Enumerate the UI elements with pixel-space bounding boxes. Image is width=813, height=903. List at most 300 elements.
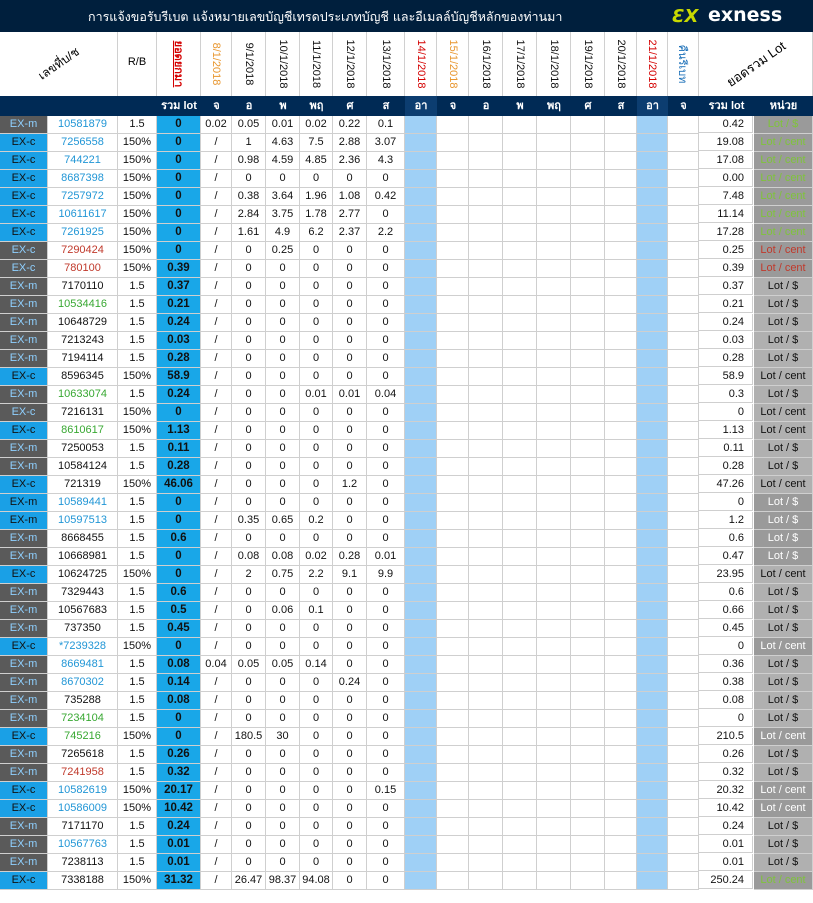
daily-lot[interactable] xyxy=(571,602,605,620)
daily-lot[interactable] xyxy=(503,836,537,854)
account-type[interactable]: EX-c xyxy=(0,728,48,746)
daily-lot[interactable] xyxy=(503,278,537,296)
daily-lot[interactable]: / xyxy=(201,602,232,620)
daily-lot[interactable]: 0 xyxy=(232,440,266,458)
daily-lot[interactable] xyxy=(537,314,571,332)
daily-lot[interactable] xyxy=(637,494,668,512)
account-number[interactable]: 10584124 xyxy=(48,458,118,476)
daily-lot[interactable]: 0 xyxy=(333,296,367,314)
daily-lot[interactable] xyxy=(437,710,469,728)
daily-lot[interactable]: 7.5 xyxy=(300,134,333,152)
balance-lot[interactable]: 31.32 xyxy=(157,872,201,890)
daily-lot[interactable] xyxy=(605,710,637,728)
daily-lot[interactable] xyxy=(537,854,571,872)
sum-lot[interactable]: 0.47 xyxy=(699,548,753,565)
daily-lot[interactable] xyxy=(469,584,503,602)
daily-lot[interactable] xyxy=(637,404,668,422)
daily-lot[interactable] xyxy=(637,800,668,818)
daily-lot[interactable] xyxy=(571,692,605,710)
daily-lot[interactable] xyxy=(571,476,605,494)
daily-lot[interactable] xyxy=(605,368,637,386)
account-type[interactable]: EX-m xyxy=(0,818,48,836)
daily-lot[interactable] xyxy=(437,224,469,242)
account-type[interactable]: EX-m xyxy=(0,440,48,458)
header-date[interactable] xyxy=(437,32,469,96)
balance-lot[interactable]: 0.01 xyxy=(157,854,201,872)
sum-lot[interactable]: 0.03 xyxy=(699,332,753,349)
daily-lot[interactable] xyxy=(571,116,605,134)
daily-lot[interactable]: 0 xyxy=(300,170,333,188)
daily-lot[interactable] xyxy=(571,170,605,188)
daily-lot[interactable]: / xyxy=(201,134,232,152)
daily-lot[interactable]: 0.08 xyxy=(232,548,266,566)
sum-lot[interactable]: 0.28 xyxy=(699,350,753,367)
daily-lot[interactable]: 0 xyxy=(232,602,266,620)
daily-lot[interactable] xyxy=(469,440,503,458)
daily-lot[interactable] xyxy=(437,242,469,260)
account-number[interactable]: 8669481 xyxy=(48,656,118,674)
daily-lot[interactable]: 0 xyxy=(367,764,405,782)
daily-lot[interactable] xyxy=(469,458,503,476)
balance-lot[interactable]: 0 xyxy=(157,152,201,170)
daily-lot[interactable] xyxy=(571,350,605,368)
balance-lot[interactable]: 0.08 xyxy=(157,656,201,674)
daily-lot[interactable]: 0 xyxy=(266,818,300,836)
daily-lot[interactable]: 0 xyxy=(266,638,300,656)
daily-lot[interactable]: 0 xyxy=(333,530,367,548)
account-type[interactable]: EX-c xyxy=(0,134,48,152)
sum-lot[interactable]: 0.00 xyxy=(699,170,753,187)
daily-lot[interactable] xyxy=(469,368,503,386)
daily-lot[interactable] xyxy=(405,674,437,692)
daily-lot[interactable]: 0 xyxy=(367,476,405,494)
daily-lot[interactable] xyxy=(637,152,668,170)
account-number[interactable]: *7239328 xyxy=(48,638,118,656)
daily-lot[interactable] xyxy=(605,476,637,494)
daily-lot[interactable] xyxy=(605,332,637,350)
daily-lot[interactable] xyxy=(469,512,503,530)
daily-lot[interactable]: / xyxy=(201,746,232,764)
daily-lot[interactable]: 0 xyxy=(232,314,266,332)
daily-lot[interactable]: 1.96 xyxy=(300,188,333,206)
balance-lot[interactable]: 0.6 xyxy=(157,584,201,602)
daily-lot[interactable] xyxy=(437,332,469,350)
daily-lot[interactable]: 3.07 xyxy=(367,134,405,152)
account-type[interactable]: EX-m xyxy=(0,494,48,512)
daily-lot[interactable]: 0 xyxy=(300,818,333,836)
daily-lot[interactable]: 0 xyxy=(266,710,300,728)
daily-lot[interactable] xyxy=(605,764,637,782)
daily-lot[interactable]: / xyxy=(201,728,232,746)
daily-lot[interactable] xyxy=(437,458,469,476)
daily-lot[interactable]: 0 xyxy=(232,854,266,872)
daily-lot[interactable] xyxy=(405,116,437,134)
balance-lot[interactable]: 0.24 xyxy=(157,386,201,404)
daily-lot[interactable]: 26.47 xyxy=(232,872,266,890)
sum-lot[interactable]: 0.08 xyxy=(699,692,753,709)
daily-lot[interactable]: 0.1 xyxy=(367,116,405,134)
sum-lot[interactable]: 0.45 xyxy=(699,620,753,637)
daily-lot[interactable] xyxy=(437,152,469,170)
daily-lot[interactable]: 0 xyxy=(367,872,405,890)
daily-lot[interactable] xyxy=(405,692,437,710)
daily-lot[interactable] xyxy=(571,260,605,278)
daily-lot[interactable] xyxy=(668,566,699,584)
daily-lot[interactable] xyxy=(537,530,571,548)
daily-lot[interactable]: 0 xyxy=(266,458,300,476)
daily-lot[interactable]: 0 xyxy=(333,440,367,458)
daily-lot[interactable] xyxy=(503,566,537,584)
sum-lot[interactable]: 58.9 xyxy=(699,368,753,385)
daily-lot[interactable] xyxy=(571,152,605,170)
balance-lot[interactable]: 0.21 xyxy=(157,296,201,314)
balance-lot[interactable]: 0 xyxy=(157,566,201,584)
daily-lot[interactable] xyxy=(637,206,668,224)
daily-lot[interactable] xyxy=(503,674,537,692)
header-rb[interactable] xyxy=(118,32,157,96)
daily-lot[interactable] xyxy=(605,620,637,638)
daily-lot[interactable]: 0.1 xyxy=(300,602,333,620)
daily-lot[interactable] xyxy=(437,494,469,512)
account-type[interactable]: EX-m xyxy=(0,458,48,476)
account-type[interactable]: EX-m xyxy=(0,512,48,530)
daily-lot[interactable]: 1.2 xyxy=(333,476,367,494)
daily-lot[interactable]: 0 xyxy=(232,476,266,494)
daily-lot[interactable] xyxy=(437,800,469,818)
daily-lot[interactable] xyxy=(668,818,699,836)
balance-lot[interactable]: 0 xyxy=(157,242,201,260)
daily-lot[interactable] xyxy=(469,188,503,206)
daily-lot[interactable] xyxy=(437,566,469,584)
daily-lot[interactable] xyxy=(637,638,668,656)
balance-lot[interactable]: 0.24 xyxy=(157,818,201,836)
daily-lot[interactable] xyxy=(637,836,668,854)
header-balance[interactable] xyxy=(157,32,201,96)
daily-lot[interactable]: 2.36 xyxy=(333,152,367,170)
daily-lot[interactable] xyxy=(637,584,668,602)
daily-lot[interactable] xyxy=(668,836,699,854)
daily-lot[interactable]: 0 xyxy=(367,620,405,638)
account-type[interactable]: EX-m xyxy=(0,350,48,368)
daily-lot[interactable]: 0 xyxy=(300,584,333,602)
daily-lot[interactable]: / xyxy=(201,854,232,872)
daily-lot[interactable] xyxy=(668,764,699,782)
daily-lot[interactable] xyxy=(605,800,637,818)
daily-lot[interactable] xyxy=(571,836,605,854)
daily-lot[interactable]: 94.08 xyxy=(300,872,333,890)
daily-lot[interactable]: 0 xyxy=(232,296,266,314)
daily-lot[interactable]: 0 xyxy=(300,314,333,332)
daily-lot[interactable]: 0 xyxy=(300,350,333,368)
daily-lot[interactable] xyxy=(571,530,605,548)
balance-lot[interactable]: 0.24 xyxy=(157,314,201,332)
daily-lot[interactable] xyxy=(571,332,605,350)
daily-lot[interactable] xyxy=(405,512,437,530)
daily-lot[interactable] xyxy=(405,314,437,332)
daily-lot[interactable] xyxy=(503,206,537,224)
daily-lot[interactable] xyxy=(605,260,637,278)
account-number[interactable]: 7290424 xyxy=(48,242,118,260)
account-number[interactable]: 10611617 xyxy=(48,206,118,224)
daily-lot[interactable] xyxy=(469,134,503,152)
daily-lot[interactable] xyxy=(668,782,699,800)
daily-lot[interactable] xyxy=(503,638,537,656)
account-number[interactable]: 10633074 xyxy=(48,386,118,404)
daily-lot[interactable] xyxy=(637,854,668,872)
daily-lot[interactable]: 0 xyxy=(333,458,367,476)
daily-lot[interactable]: 0 xyxy=(333,854,367,872)
daily-lot[interactable]: 0 xyxy=(333,314,367,332)
daily-lot[interactable]: 0 xyxy=(300,332,333,350)
daily-lot[interactable] xyxy=(668,404,699,422)
daily-lot[interactable] xyxy=(437,836,469,854)
daily-lot[interactable] xyxy=(503,602,537,620)
account-number[interactable]: 10668981 xyxy=(48,548,118,566)
daily-lot[interactable]: 0 xyxy=(333,404,367,422)
balance-lot[interactable]: 0 xyxy=(157,224,201,242)
daily-lot[interactable]: 0 xyxy=(367,170,405,188)
daily-lot[interactable]: 4.63 xyxy=(266,134,300,152)
account-type[interactable]: EX-m xyxy=(0,314,48,332)
daily-lot[interactable] xyxy=(503,710,537,728)
daily-lot[interactable] xyxy=(469,530,503,548)
daily-lot[interactable]: / xyxy=(201,800,232,818)
daily-lot[interactable]: 0 xyxy=(367,206,405,224)
account-type[interactable]: EX-c xyxy=(0,800,48,818)
account-number[interactable]: 7257972 xyxy=(48,188,118,206)
sum-lot[interactable]: 0.32 xyxy=(699,764,753,781)
daily-lot[interactable]: 1.61 xyxy=(232,224,266,242)
daily-lot[interactable]: 0 xyxy=(333,764,367,782)
sum-lot[interactable]: 0.24 xyxy=(699,314,753,331)
balance-lot[interactable]: 20.17 xyxy=(157,782,201,800)
daily-lot[interactable] xyxy=(571,206,605,224)
daily-lot[interactable] xyxy=(571,224,605,242)
daily-lot[interactable] xyxy=(637,386,668,404)
header-payout[interactable] xyxy=(668,32,699,96)
daily-lot[interactable] xyxy=(437,764,469,782)
daily-lot[interactable] xyxy=(405,206,437,224)
daily-lot[interactable] xyxy=(537,260,571,278)
balance-lot[interactable]: 0.32 xyxy=(157,764,201,782)
sum-lot[interactable]: 0.37 xyxy=(699,278,753,295)
daily-lot[interactable] xyxy=(668,602,699,620)
daily-lot[interactable] xyxy=(637,692,668,710)
balance-lot[interactable]: 0 xyxy=(157,404,201,422)
daily-lot[interactable]: 0 xyxy=(367,728,405,746)
account-type[interactable]: EX-c xyxy=(0,368,48,386)
daily-lot[interactable]: 0 xyxy=(232,746,266,764)
daily-lot[interactable]: / xyxy=(201,404,232,422)
daily-lot[interactable]: / xyxy=(201,692,232,710)
account-number[interactable]: 7250053 xyxy=(48,440,118,458)
sum-lot[interactable]: 20.32 xyxy=(699,782,753,799)
daily-lot[interactable] xyxy=(405,134,437,152)
daily-lot[interactable] xyxy=(637,260,668,278)
daily-lot[interactable]: / xyxy=(201,188,232,206)
account-number[interactable]: 7241958 xyxy=(48,764,118,782)
balance-lot[interactable]: 0.03 xyxy=(157,332,201,350)
daily-lot[interactable] xyxy=(437,476,469,494)
daily-lot[interactable] xyxy=(668,458,699,476)
header-date[interactable] xyxy=(201,32,232,96)
sum-lot[interactable]: 0.66 xyxy=(699,602,753,619)
sum-lot[interactable]: 0.25 xyxy=(699,242,753,259)
daily-lot[interactable] xyxy=(668,224,699,242)
daily-lot[interactable]: 0 xyxy=(232,782,266,800)
balance-lot[interactable]: 0.11 xyxy=(157,440,201,458)
account-number[interactable]: 8596345 xyxy=(48,368,118,386)
header-date[interactable] xyxy=(367,32,405,96)
daily-lot[interactable] xyxy=(637,602,668,620)
daily-lot[interactable]: 0 xyxy=(333,170,367,188)
daily-lot[interactable]: 0.05 xyxy=(266,656,300,674)
daily-lot[interactable] xyxy=(469,278,503,296)
daily-lot[interactable] xyxy=(668,170,699,188)
account-number[interactable]: 8668455 xyxy=(48,530,118,548)
daily-lot[interactable] xyxy=(637,476,668,494)
daily-lot[interactable] xyxy=(469,314,503,332)
daily-lot[interactable] xyxy=(605,854,637,872)
daily-lot[interactable]: 4.59 xyxy=(266,152,300,170)
account-type[interactable]: EX-c xyxy=(0,782,48,800)
daily-lot[interactable] xyxy=(637,746,668,764)
daily-lot[interactable] xyxy=(668,656,699,674)
daily-lot[interactable]: 4.9 xyxy=(266,224,300,242)
daily-lot[interactable]: 0 xyxy=(300,764,333,782)
daily-lot[interactable]: 0 xyxy=(232,620,266,638)
sum-lot[interactable]: 0 xyxy=(699,638,753,655)
daily-lot[interactable]: 0 xyxy=(266,422,300,440)
daily-lot[interactable] xyxy=(503,170,537,188)
daily-lot[interactable]: 0 xyxy=(232,332,266,350)
daily-lot[interactable] xyxy=(571,584,605,602)
daily-lot[interactable] xyxy=(537,512,571,530)
daily-lot[interactable]: 0 xyxy=(367,746,405,764)
daily-lot[interactable]: 0 xyxy=(333,692,367,710)
daily-lot[interactable] xyxy=(668,188,699,206)
account-type[interactable]: EX-m xyxy=(0,674,48,692)
daily-lot[interactable]: / xyxy=(201,368,232,386)
daily-lot[interactable] xyxy=(571,746,605,764)
daily-lot[interactable] xyxy=(637,566,668,584)
daily-lot[interactable] xyxy=(637,440,668,458)
daily-lot[interactable] xyxy=(437,584,469,602)
daily-lot[interactable]: / xyxy=(201,260,232,278)
sum-lot[interactable]: 17.28 xyxy=(699,224,753,241)
daily-lot[interactable] xyxy=(571,764,605,782)
daily-lot[interactable]: 0.01 xyxy=(300,386,333,404)
account-type[interactable]: EX-m xyxy=(0,656,48,674)
daily-lot[interactable]: 0 xyxy=(300,530,333,548)
balance-lot[interactable]: 0 xyxy=(157,638,201,656)
account-type[interactable]: EX-c xyxy=(0,476,48,494)
sum-lot[interactable]: 17.08 xyxy=(699,152,753,169)
daily-lot[interactable] xyxy=(437,350,469,368)
daily-lot[interactable] xyxy=(537,656,571,674)
daily-lot[interactable] xyxy=(605,656,637,674)
daily-lot[interactable] xyxy=(637,116,668,134)
daily-lot[interactable]: 0 xyxy=(333,332,367,350)
daily-lot[interactable]: 0 xyxy=(333,836,367,854)
daily-lot[interactable] xyxy=(571,854,605,872)
daily-lot[interactable] xyxy=(437,188,469,206)
daily-lot[interactable] xyxy=(537,692,571,710)
daily-lot[interactable]: 0 xyxy=(266,782,300,800)
sum-lot[interactable]: 1.13 xyxy=(699,422,753,439)
daily-lot[interactable] xyxy=(637,620,668,638)
sum-lot[interactable]: 0.6 xyxy=(699,530,753,547)
daily-lot[interactable]: 0 xyxy=(266,260,300,278)
account-number[interactable]: 7216131 xyxy=(48,404,118,422)
daily-lot[interactable]: 0 xyxy=(333,638,367,656)
account-type[interactable]: EX-m xyxy=(0,278,48,296)
account-type[interactable]: EX-c xyxy=(0,224,48,242)
daily-lot[interactable]: 0 xyxy=(266,440,300,458)
daily-lot[interactable]: 0 xyxy=(367,674,405,692)
balance-lot[interactable]: 0.39 xyxy=(157,260,201,278)
header-date[interactable] xyxy=(333,32,367,96)
daily-lot[interactable]: / xyxy=(201,170,232,188)
daily-lot[interactable] xyxy=(605,116,637,134)
daily-lot[interactable] xyxy=(668,134,699,152)
daily-lot[interactable] xyxy=(605,584,637,602)
daily-lot[interactable]: 0 xyxy=(367,494,405,512)
daily-lot[interactable] xyxy=(668,242,699,260)
daily-lot[interactable]: 1 xyxy=(232,134,266,152)
daily-lot[interactable] xyxy=(469,656,503,674)
daily-lot[interactable]: 0 xyxy=(300,746,333,764)
daily-lot[interactable] xyxy=(637,170,668,188)
daily-lot[interactable] xyxy=(537,872,571,890)
daily-lot[interactable]: 0 xyxy=(300,404,333,422)
balance-lot[interactable]: 0 xyxy=(157,170,201,188)
daily-lot[interactable] xyxy=(469,152,503,170)
header-account[interactable] xyxy=(0,32,118,96)
daily-lot[interactable]: 0 xyxy=(232,368,266,386)
daily-lot[interactable] xyxy=(405,764,437,782)
daily-lot[interactable] xyxy=(668,422,699,440)
account-number[interactable]: 10589441 xyxy=(48,494,118,512)
account-number[interactable]: 7170110 xyxy=(48,278,118,296)
daily-lot[interactable]: 0 xyxy=(266,368,300,386)
daily-lot[interactable]: 0 xyxy=(300,836,333,854)
balance-lot[interactable]: 0.14 xyxy=(157,674,201,692)
daily-lot[interactable]: 0 xyxy=(300,854,333,872)
account-number[interactable]: 10567763 xyxy=(48,836,118,854)
daily-lot[interactable] xyxy=(637,872,668,890)
daily-lot[interactable] xyxy=(437,692,469,710)
daily-lot[interactable] xyxy=(637,278,668,296)
daily-lot[interactable] xyxy=(405,224,437,242)
daily-lot[interactable]: 0.75 xyxy=(266,566,300,584)
account-type[interactable]: EX-m xyxy=(0,854,48,872)
daily-lot[interactable] xyxy=(405,332,437,350)
daily-lot[interactable]: 0 xyxy=(232,818,266,836)
account-number[interactable]: 735288 xyxy=(48,692,118,710)
account-number[interactable]: 7265618 xyxy=(48,746,118,764)
daily-lot[interactable] xyxy=(405,800,437,818)
header-date[interactable] xyxy=(405,32,437,96)
daily-lot[interactable] xyxy=(605,872,637,890)
daily-lot[interactable] xyxy=(571,386,605,404)
daily-lot[interactable]: 4.85 xyxy=(300,152,333,170)
daily-lot[interactable] xyxy=(537,386,571,404)
account-number[interactable]: 8687398 xyxy=(48,170,118,188)
account-number[interactable]: 10597513 xyxy=(48,512,118,530)
account-number[interactable]: 7329443 xyxy=(48,584,118,602)
daily-lot[interactable]: 0 xyxy=(367,800,405,818)
